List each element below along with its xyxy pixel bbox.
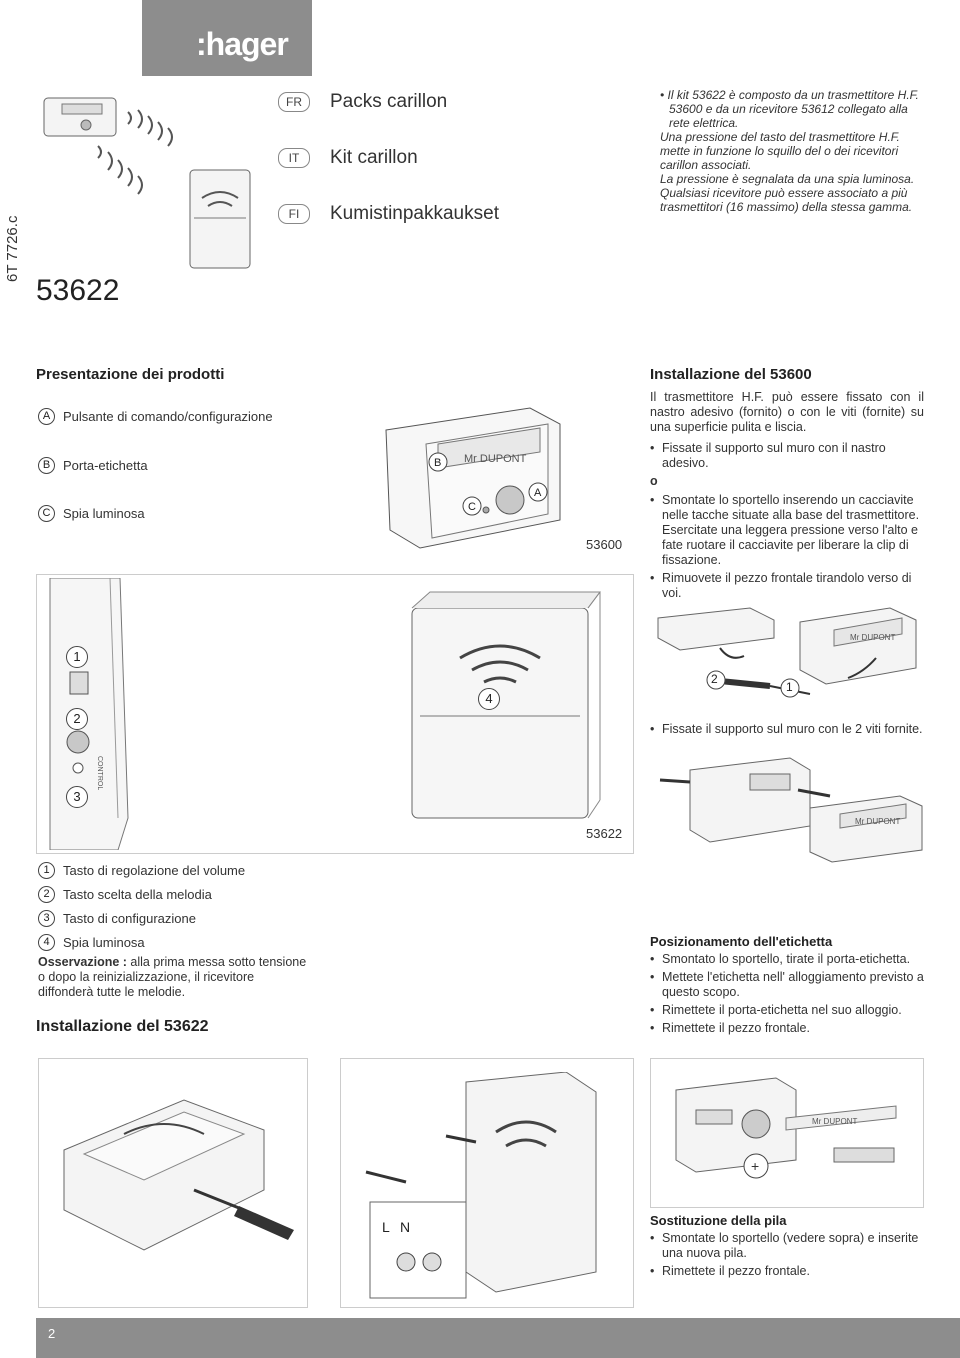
intro-paragraph: La pressione è segnalata da una spia luminosa. <box>660 172 915 186</box>
page-number: 2 <box>48 1326 56 1341</box>
item-letter: B <box>38 457 55 474</box>
install-53600-title: Installazione del 53600 <box>650 366 812 383</box>
battery-list <box>650 1231 926 1282</box>
install-step: • Rimuovete il pezzo frontale tirandolo verso di voi. <box>650 571 924 601</box>
item-number: 2 <box>38 886 55 903</box>
terminal-l-label: L <box>382 1219 390 1235</box>
install-figure-middle <box>346 1072 628 1302</box>
item-text: Spia luminosa <box>63 935 145 950</box>
item-number: 4 <box>38 934 55 951</box>
intro-paragraph: • Il kit 53622 è composto da un trasmettitore H.F. 53600 e da un ricevitore 53612 collegato alla rete elettrica. <box>660 88 919 130</box>
callout-c: C <box>468 501 476 513</box>
item-a <box>38 408 273 425</box>
intro-paragraph: Una pressione del tasto del trasmettitore H.F. mette in funzione lo squillo del o dei ricevitori carillon associati. <box>660 130 900 172</box>
kit-illustration <box>40 92 280 272</box>
item-text: Tasto di configurazione <box>63 911 196 926</box>
terminal-n-label: N <box>400 1219 411 1235</box>
brand-logo: :hager <box>196 26 288 62</box>
label-position-list <box>650 952 926 1039</box>
item-text: Tasto di regolazione del volume <box>63 863 246 878</box>
install-53600-body <box>650 390 924 604</box>
figure-code-53600: 53600 <box>586 537 623 552</box>
lang-title-fr: Packs carillon <box>330 91 448 112</box>
item-letter: A <box>38 408 55 425</box>
battery-step: • Smontate lo sportello (vedere sopra) e inserite una nuova pila. <box>650 1231 926 1261</box>
mounting-label-text: Mr DUPONT <box>850 633 896 642</box>
label-step: • Smontato lo sportello, tirate il porta-etichetta. <box>650 952 926 967</box>
callout-1: 1 <box>66 646 88 668</box>
screw-label-text: Mr DUPONT <box>855 817 901 826</box>
install-figure-left <box>44 1080 300 1280</box>
callout-4: 4 <box>478 688 500 710</box>
receiver-item-1 <box>38 862 245 879</box>
intro-text <box>660 88 926 214</box>
receiver-figure <box>40 578 630 850</box>
label-step: • Rimettete il porta-etichetta nel suo alloggio. <box>650 1003 926 1018</box>
item-text: Porta-etichetta <box>63 458 148 473</box>
label-step: • Rimettete il pezzo frontale. <box>650 1021 926 1036</box>
figure-label-text: Mr DUPONT <box>464 453 527 465</box>
item-text: Tasto scelta della melodia <box>63 887 212 902</box>
item-letter: C <box>38 505 55 522</box>
callout-a: A <box>534 487 542 499</box>
note-label: Osservazione : <box>38 955 127 969</box>
intro-paragraph: Qualsiasi ricevitore può essere associato a più trasmettitori (16 massimo) della stessa gamma. <box>660 186 913 214</box>
callout-b: B <box>434 457 442 469</box>
figure-code-53622: 53622 <box>586 826 623 841</box>
battery-step: • Rimettete il pezzo frontale. <box>650 1264 926 1279</box>
footer-bar <box>36 1318 960 1358</box>
item-number: 3 <box>38 910 55 927</box>
item-text: Spia luminosa <box>63 506 145 521</box>
lang-title-fi: Kumistinpakkaukset <box>330 203 499 224</box>
plus-icon: + <box>751 1158 760 1174</box>
control-label: CONTROL <box>96 756 103 791</box>
item-b <box>38 457 148 474</box>
battery-figure <box>656 1070 918 1200</box>
note-text: alla prima messa sotto tensione o dopo la reinizializzazione, il ricevitore diffonderà tutte le melodie. <box>38 955 307 999</box>
install-or: o <box>650 474 658 488</box>
install-step: • Fissate il supporto sul muro con le 2 viti fornite. <box>650 722 924 737</box>
item-number: 1 <box>38 862 55 879</box>
lang-code-it: IT <box>278 148 310 168</box>
battery-title: Sostituzione della pila <box>650 1213 787 1228</box>
install-step: • Smontate lo sportello inserendo un cacciavite nelle tacche situate alla base del trasmettitore. Esercitate una leggera pressione verso l'alto e fate ruotare il cacciavite per liberare la clip di fissazione. <box>650 493 924 568</box>
callout-2: 2 <box>66 708 88 730</box>
mount-callout-1: 1 <box>786 680 793 694</box>
lang-title-it: Kit carillon <box>330 147 418 168</box>
document-reference: 6T 7726.c <box>4 215 21 282</box>
mount-callout-2: 2 <box>711 672 718 686</box>
receiver-item-4 <box>38 934 145 951</box>
label-position-title: Posizionamento dell'etichetta <box>650 934 833 949</box>
item-text: Pulsante di comando/configurazione <box>63 409 273 424</box>
label-step: • Mettete l'etichetta nell' alloggiamento previsto a questo scopo. <box>650 970 926 1000</box>
install-53622-title: Installazione del 53622 <box>36 1018 209 1035</box>
receiver-note <box>38 955 310 1000</box>
receiver-item-3 <box>38 910 196 927</box>
battery-label-text: Mr DUPONT <box>812 1117 858 1126</box>
lang-code-fr: FR <box>278 92 310 112</box>
screw-figure <box>650 750 930 868</box>
item-c <box>38 505 145 522</box>
product-code: 53622 <box>36 274 120 307</box>
install-step: • Fissate il supporto sul muro con il nastro adesivo. <box>650 441 924 471</box>
presentation-title: Presentazione dei prodotti <box>36 366 225 383</box>
callout-3: 3 <box>66 786 88 808</box>
install-screws <box>650 722 924 740</box>
transmitter-figure <box>380 400 570 550</box>
install-intro: Il trasmettitore H.F. può essere fissato con il nastro adesivo (fornito) o con le viti (fornite) su una superficie pulita e liscia. <box>650 390 924 434</box>
lang-code-fi: FI <box>278 204 310 224</box>
receiver-item-2 <box>38 886 212 903</box>
